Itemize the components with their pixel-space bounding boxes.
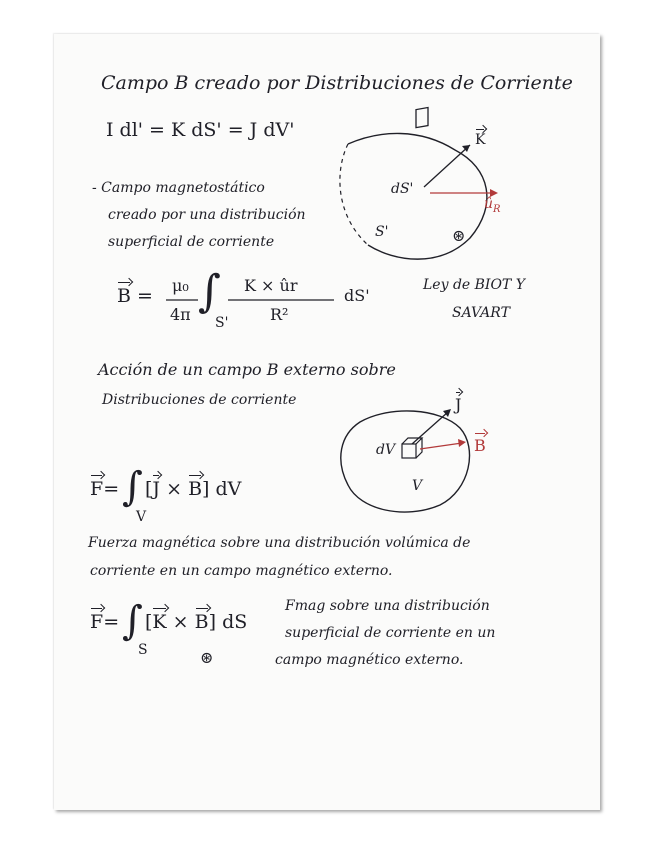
v-label: V (412, 478, 423, 494)
integral-sub-2: V (136, 509, 147, 525)
integral-sub-3: S (138, 642, 148, 658)
force-surface-desc-3: campo magnético externo. (275, 652, 464, 668)
asterisk-marker-1: ⊛ (452, 226, 466, 245)
integral-sub-1: S' (215, 315, 229, 331)
section2-line1: Acción de un campo B externo sobre (98, 360, 396, 379)
note-line-1: - Campo magnetostático (92, 180, 265, 196)
section2-line2: Distribuciones de corriente (102, 392, 297, 408)
page-title: Campo B creado por Distribuciones de Corriente (101, 72, 573, 94)
j-label: J (455, 395, 462, 414)
integral-sign-1: ∫ (198, 266, 221, 317)
note-line-2: creado por una distribución (108, 207, 306, 223)
biot-savart-lhs: B = (117, 285, 153, 307)
integrand-numerator: K × ûr (244, 276, 298, 295)
force-surface-formula: F= (90, 611, 120, 633)
ds-label: dS' (391, 181, 414, 197)
integral-sign-2: ∫ (122, 464, 143, 510)
force-surface-desc-1: Fmag sobre una distribución (285, 598, 490, 614)
k-label: K (475, 132, 486, 148)
force-surface-desc-2: superficial de corriente en un (285, 625, 496, 641)
note-line-3: superficial de corriente (108, 234, 275, 250)
force-volume-desc-1: Fuerza magnética sobre una distribución volúmica de (88, 535, 471, 551)
b-label: B (474, 436, 486, 455)
relation-part3: J dV' (249, 119, 295, 141)
mu-denominator: 4π (170, 305, 191, 324)
relation-part1: I dl' = (106, 119, 165, 141)
force-volume-integrand: [J × B] dV (145, 478, 242, 500)
dv-label: dV (376, 442, 396, 458)
ur-label: $û_R$ (484, 196, 501, 215)
law-label-line2: SAVART (452, 305, 510, 321)
integrand-denominator: R² (270, 305, 289, 324)
mu-numerator: μ₀ (172, 276, 189, 295)
law-label-line1: Ley de BIOT Y (423, 277, 525, 293)
integral-sign-3: ∫ (122, 598, 143, 644)
asterisk-marker-2: ⊛ (200, 648, 214, 667)
surface-label: S' (375, 224, 389, 240)
relation-part2: K dS' = (171, 119, 244, 141)
force-volume-desc-2: corriente en un campo magnético externo. (90, 563, 393, 579)
differential-ds: dS' (344, 286, 370, 305)
force-surface-integrand: [K × B] dS (145, 611, 248, 633)
force-volume-formula: F= (90, 478, 120, 500)
